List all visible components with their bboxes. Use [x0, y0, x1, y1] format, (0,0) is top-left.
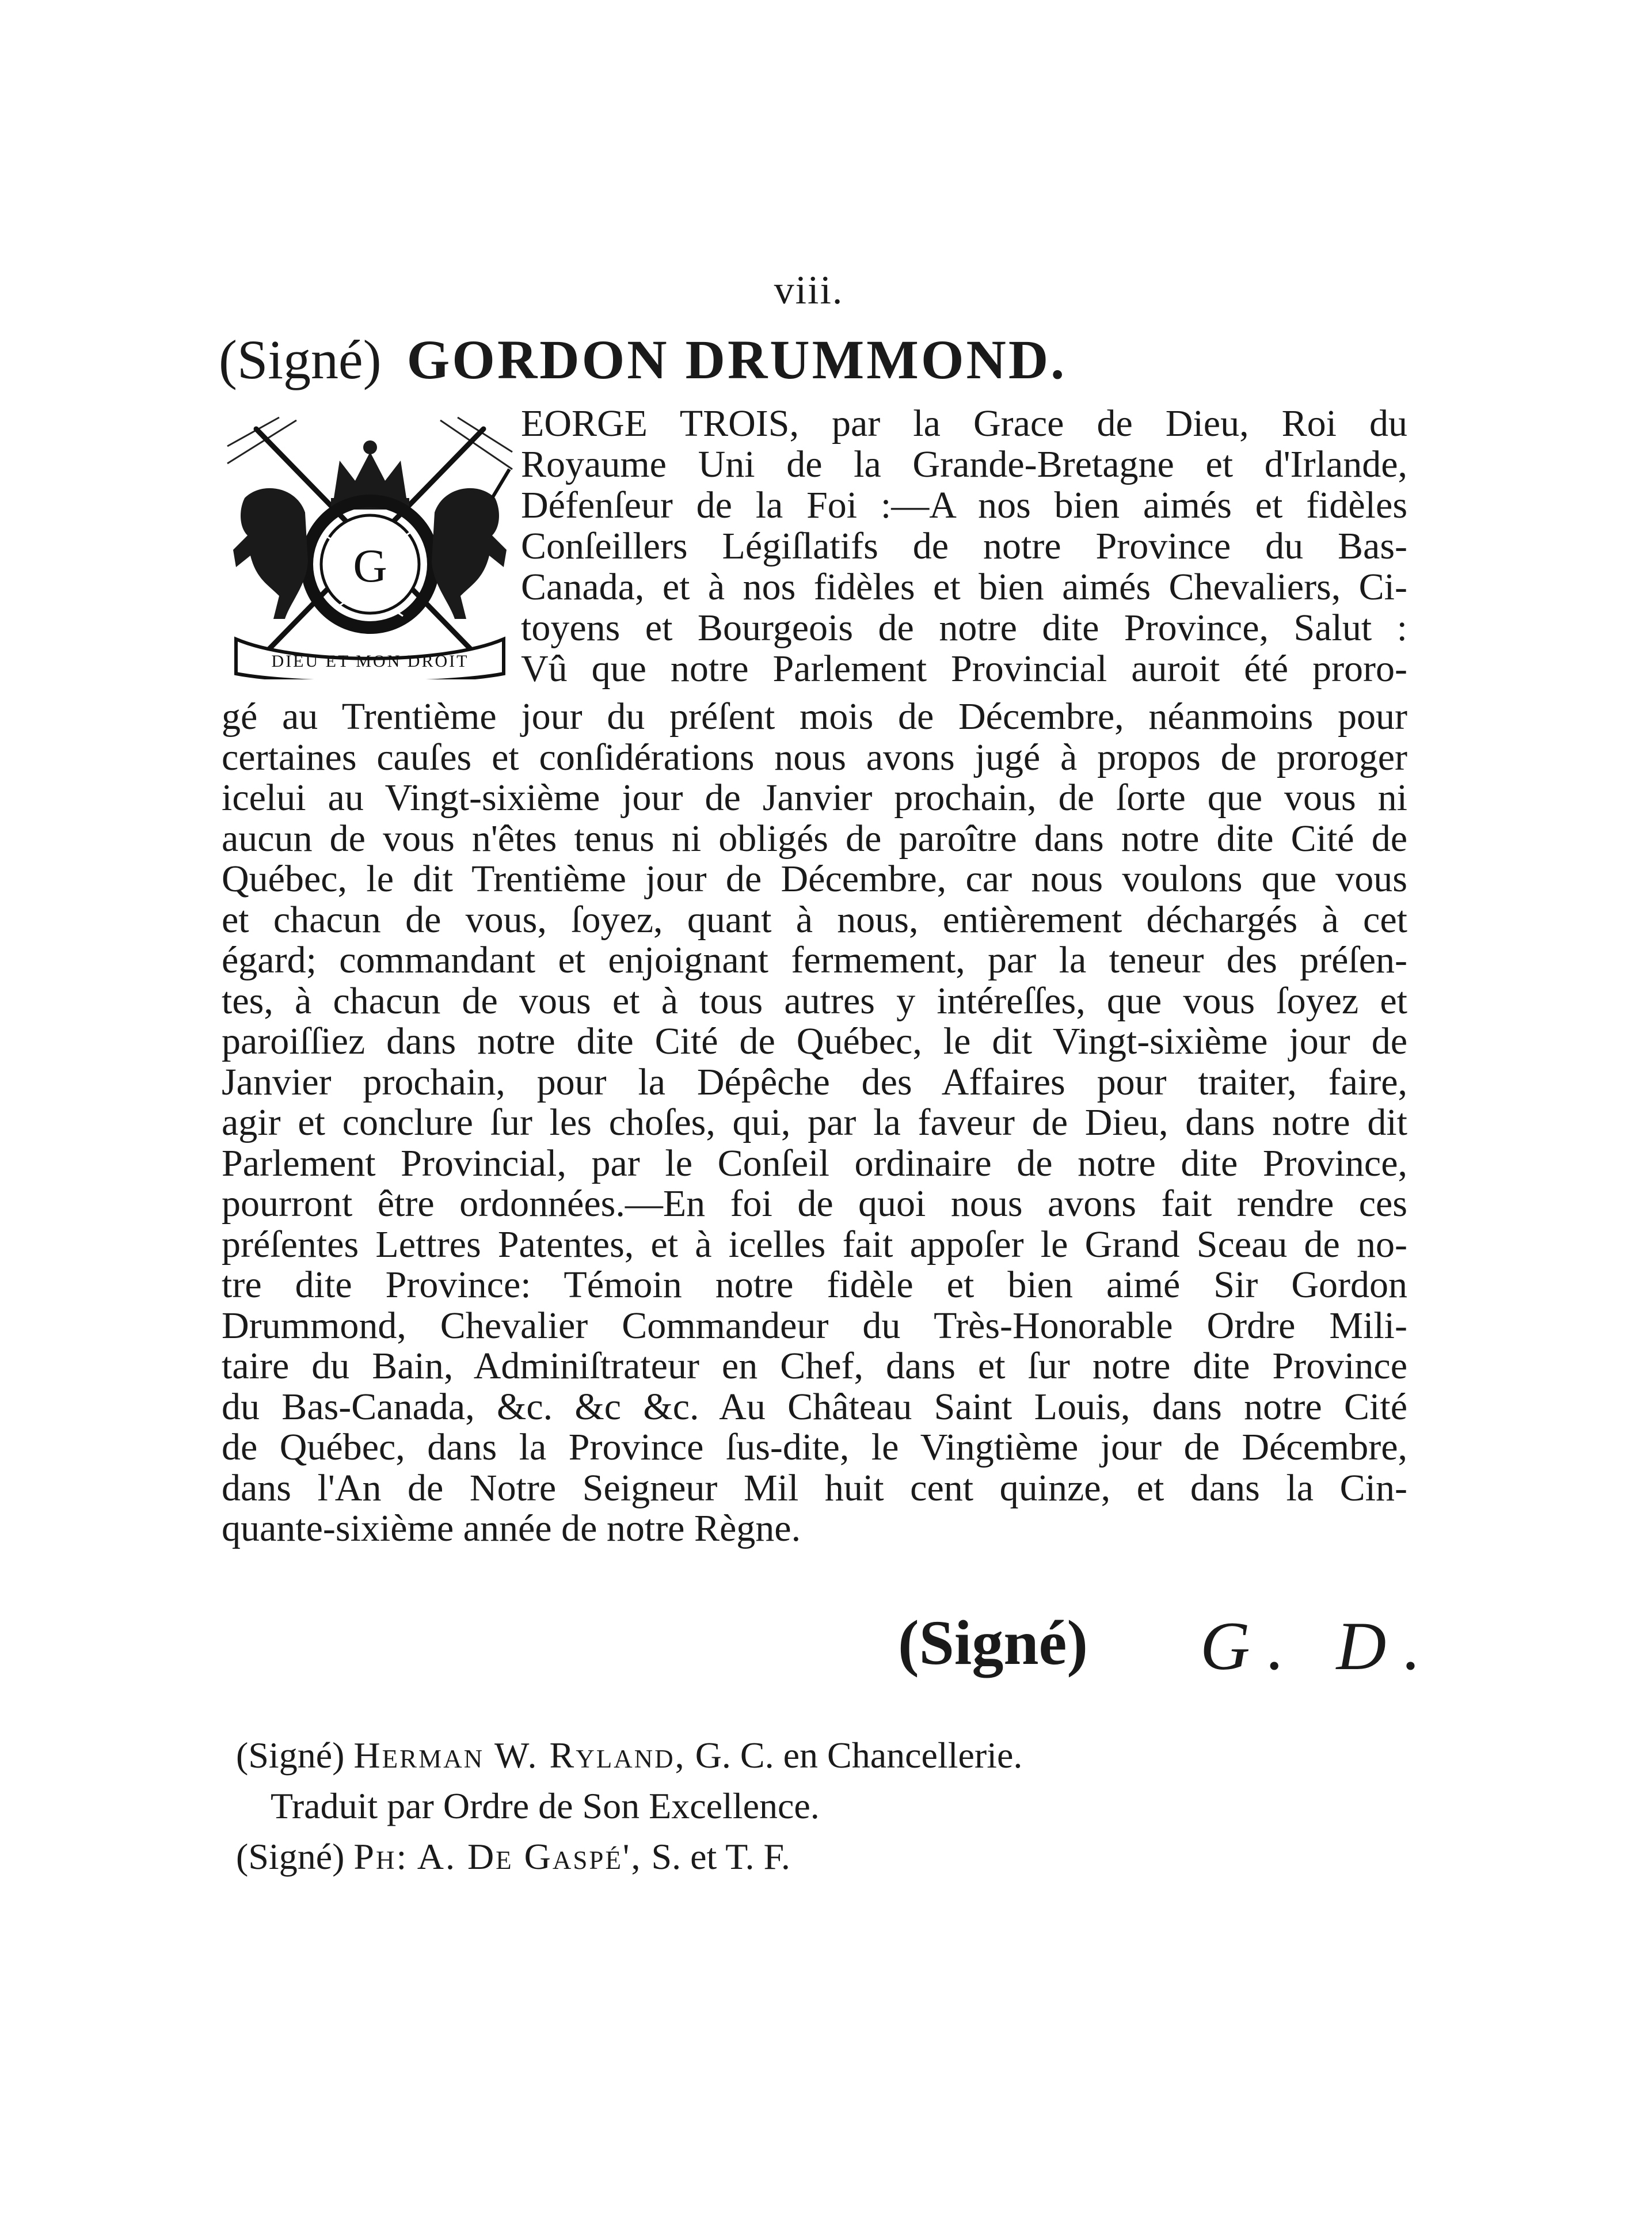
arms-motto: DIEU ET MON DROIT	[271, 652, 469, 671]
text-line: Janvier prochain, pour la Dépêche des Affaires pour traiter, faire,	[222, 1061, 1407, 1103]
text-line: Royaume Uni de la Grande-Bretagne et d'Irlande,	[521, 443, 1407, 485]
text-line: Drummond, Chevalier Commandeur du Très-Honorable Ordre Mili-	[222, 1304, 1407, 1347]
text-line: Parlement Provincial, par le Conſeil ordinaire de notre dite Province,	[222, 1142, 1407, 1184]
text-line: icelui au Vingt-sixième jour de Janvier prochain, de ſorte que vous ni	[222, 777, 1407, 819]
text-line: et chacun de vous, ſoyez, quant à nous, entièrement déchargés à cet	[222, 898, 1407, 941]
text-line: du Bas-Canada, &c. &c &c. Au Château Saint Louis, dans notre Cité	[222, 1385, 1407, 1428]
text-line: pourront être ordonnées.—En foi de quoi nous avons fait rendre ces	[222, 1183, 1407, 1225]
header-signatory-name: GORDON DRUMMOND.	[406, 329, 1067, 390]
text-line: paroiſſiez dans notre dite Cité de Québec, le dit Vingt-sixième jour de	[222, 1020, 1407, 1062]
text-line: taire du Bain, Adminiſtrateur en Chef, dans et ſur notre dite Province	[222, 1345, 1407, 1387]
header-signed-label: (Signé)	[219, 329, 382, 390]
attestation-footer	[236, 1730, 1445, 1882]
footer-signed-label-2: (Signé)	[236, 1836, 345, 1877]
footer-line-gaspe	[236, 1831, 1445, 1882]
text-line: agir et conclure ſur les choſes, qui, par la faveur de Dieu, dans notre dit	[222, 1101, 1407, 1143]
royal-coat-of-arms-icon	[222, 412, 518, 679]
header-signature	[219, 322, 1067, 397]
text-line: tre dite Province: Témoin notre fidèle et bien aimé Sir Gordon	[222, 1264, 1407, 1306]
text-line: égard; commandant et enjoignant fermement, par la teneur des préſen-	[222, 939, 1407, 981]
footer-name-gaspe: Ph: A. De Gaspé',	[353, 1836, 642, 1877]
closing-signed-label: (Signé)	[898, 1607, 1088, 1678]
closing-initials: G. D.	[1200, 1607, 1438, 1684]
text-line: préſentes Lettres Patentes, et à icelles fait appoſer le Grand Sceau de no-	[222, 1223, 1407, 1265]
page-number: viii.	[774, 268, 844, 313]
footer-title-gaspe: S. et T. F.	[642, 1836, 790, 1877]
text-line: quante-sixième année de notre Règne.	[222, 1507, 801, 1549]
footer-signed-label-1: (Signé)	[236, 1735, 345, 1776]
text-line: gé au Trentième jour du préſent mois de Décembre, néanmoins pour	[222, 696, 1407, 738]
footer-title-ryland: G. C. en Chancellerie.	[686, 1735, 1023, 1776]
text-line: tes, à chacun de vous et à tous autres y intéreſſes, que vous ſoyez et	[222, 979, 1407, 1022]
footer-line-translation: Traduit par Ordre de Son Excellence.	[271, 1785, 820, 1826]
footer-name-ryland: Herman W. Ryland,	[353, 1735, 686, 1776]
text-line: EORGE TROIS, par la Grace de Dieu, Roi du	[521, 402, 1407, 444]
text-line: Défenſeur de la Foi :—A nos bien aimés et fidèles	[521, 484, 1407, 526]
text-line: Conſeillers Légiſlatifs de notre Province du Bas-	[521, 525, 1407, 567]
proclamation-body	[222, 697, 1407, 1549]
arms-center-letter: G	[353, 539, 387, 592]
text-line: de Québec, dans la Province ſus-dite, le Vingtième jour de Décembre,	[222, 1426, 1407, 1468]
text-line: aucun de vous n'êtes tenus ni obligés de paroître dans notre dite Cité de	[222, 817, 1407, 860]
text-line: certaines cauſes et conſidérations nous avons jugé à propos de proroger	[222, 736, 1407, 778]
proclamation-opening-lines	[521, 403, 1407, 689]
text-line: Québec, le dit Trentième jour de Décembre, car nous voulons que vous	[222, 858, 1407, 900]
text-line: Canada, et à nos fidèles et bien aimés Chevaliers, Ci-	[521, 566, 1407, 608]
footer-line-chancellery	[236, 1730, 1445, 1781]
text-line: dans l'An de Notre Seigneur Mil huit cent quinze, et dans la Cin-	[222, 1466, 1407, 1509]
text-line: Vû que notre Parlement Provincial auroit été proro-	[521, 648, 1407, 690]
text-line: toyens et Bourgeois de notre dite Province, Salut :	[521, 607, 1407, 649]
